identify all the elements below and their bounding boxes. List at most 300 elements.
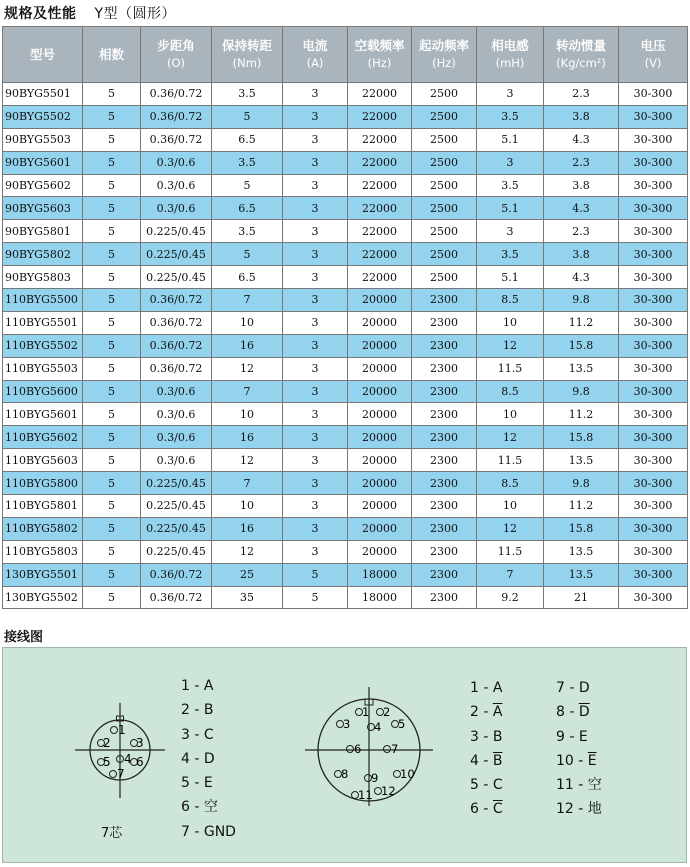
table-cell: 20000 bbox=[348, 449, 412, 472]
table-row bbox=[3, 151, 688, 174]
table-cell: 90BYG5801 bbox=[3, 220, 83, 243]
table-cell: 35 bbox=[212, 586, 283, 609]
table-cell: 12 bbox=[212, 540, 283, 563]
table-cell: 3 bbox=[283, 105, 348, 128]
table-cell: 10 bbox=[212, 403, 283, 426]
table-cell: 0.3/0.6 bbox=[141, 449, 212, 472]
table-cell: 110BYG5500 bbox=[3, 289, 83, 312]
table-cell: 0.225/0.45 bbox=[141, 220, 212, 243]
table-cell: 22000 bbox=[348, 243, 412, 266]
table-cell: 2300 bbox=[412, 495, 477, 518]
table-cell: 3 bbox=[283, 449, 348, 472]
column-header bbox=[212, 27, 283, 83]
table-cell: 30-300 bbox=[619, 83, 688, 106]
pin-legend-signal: $\overline{A}$ bbox=[492, 704, 503, 721]
pin-legend-item: 3 - C bbox=[181, 726, 214, 743]
table-cell: 2300 bbox=[412, 426, 477, 449]
table-cell: 3 bbox=[283, 472, 348, 495]
spec-table bbox=[2, 26, 688, 609]
table-cell: 30-300 bbox=[619, 311, 688, 334]
table-cell: 5.1 bbox=[477, 266, 544, 289]
pin-legend-item bbox=[470, 773, 503, 797]
table-cell: 30-300 bbox=[619, 151, 688, 174]
table-cell: 30-300 bbox=[619, 426, 688, 449]
table-cell: 2500 bbox=[412, 105, 477, 128]
table-cell: 9.8 bbox=[544, 472, 619, 495]
table-cell: 2.3 bbox=[544, 83, 619, 106]
table-cell: 110BYG5603 bbox=[3, 449, 83, 472]
table-cell: 130BYG5501 bbox=[3, 563, 83, 586]
table-cell: 16 bbox=[212, 517, 283, 540]
table-cell: 5 bbox=[212, 105, 283, 128]
table-header-row bbox=[3, 27, 688, 83]
table-row bbox=[3, 472, 688, 495]
table-row bbox=[3, 495, 688, 518]
table-cell: 2500 bbox=[412, 266, 477, 289]
pin-number: 8 bbox=[341, 767, 349, 781]
table-cell: 3.8 bbox=[544, 174, 619, 197]
table-cell: 110BYG5801 bbox=[3, 495, 83, 518]
connector-12pin-legend-left bbox=[470, 676, 503, 822]
table-cell: 110BYG5800 bbox=[3, 472, 83, 495]
table-cell: 12 bbox=[477, 334, 544, 357]
table-cell: 20000 bbox=[348, 357, 412, 380]
table-cell: 110BYG5602 bbox=[3, 426, 83, 449]
table-cell: 3 bbox=[283, 311, 348, 334]
table-cell: 16 bbox=[212, 334, 283, 357]
pin-number: 10 bbox=[400, 767, 415, 781]
table-cell: 3 bbox=[283, 220, 348, 243]
table-cell: 30-300 bbox=[619, 105, 688, 128]
table-cell: 0.3/0.6 bbox=[141, 403, 212, 426]
table-cell: 3.5 bbox=[212, 220, 283, 243]
pin-legend-signal: B bbox=[492, 728, 503, 745]
table-row bbox=[3, 449, 688, 472]
table-cell: 2300 bbox=[412, 380, 477, 403]
table-cell: 30-300 bbox=[619, 220, 688, 243]
table-cell: 30-300 bbox=[619, 472, 688, 495]
table-cell: 0.3/0.6 bbox=[141, 380, 212, 403]
pin-number: 7 bbox=[117, 767, 125, 781]
column-header bbox=[283, 27, 348, 83]
pin-legend-item bbox=[470, 797, 503, 821]
table-cell: 11.5 bbox=[477, 540, 544, 563]
table-cell: 2300 bbox=[412, 540, 477, 563]
pin-number: 6 bbox=[136, 755, 144, 769]
pin-legend-item bbox=[470, 676, 503, 700]
pin-legend-item bbox=[556, 700, 602, 724]
table-cell: 90BYG5603 bbox=[3, 197, 83, 220]
pin-number: 4 bbox=[374, 720, 382, 734]
table-cell: 20000 bbox=[348, 403, 412, 426]
table-cell: 30-300 bbox=[619, 495, 688, 518]
pin-legend-signal: $\overline{B}$ bbox=[492, 752, 503, 769]
connector-12pin bbox=[305, 687, 433, 806]
column-header-unit: (Hz) bbox=[367, 56, 392, 70]
table-row bbox=[3, 540, 688, 563]
column-header-name: 起动频率 bbox=[418, 38, 469, 53]
table-cell: 3 bbox=[283, 334, 348, 357]
table-cell: 3 bbox=[283, 403, 348, 426]
pin-number: 3 bbox=[136, 736, 144, 750]
table-cell: 3.8 bbox=[544, 105, 619, 128]
table-cell: 3 bbox=[283, 289, 348, 312]
table-cell: 30-300 bbox=[619, 197, 688, 220]
table-cell: 15.8 bbox=[544, 517, 619, 540]
table-cell: 0.36/0.72 bbox=[141, 311, 212, 334]
table-row bbox=[3, 517, 688, 540]
column-header-name: 保持转距 bbox=[221, 38, 272, 53]
table-cell: 7 bbox=[212, 289, 283, 312]
table-cell: 10 bbox=[212, 311, 283, 334]
table-cell: 22000 bbox=[348, 197, 412, 220]
table-cell: 2500 bbox=[412, 128, 477, 151]
table-cell: 0.225/0.45 bbox=[141, 266, 212, 289]
column-header-unit: (Kg/cm²) bbox=[556, 56, 606, 70]
table-cell: 10 bbox=[477, 495, 544, 518]
table-cell: 5 bbox=[83, 289, 141, 312]
table-cell: 12 bbox=[477, 426, 544, 449]
table-cell: 2300 bbox=[412, 517, 477, 540]
table-cell: 5 bbox=[83, 128, 141, 151]
wiring-panel bbox=[2, 647, 687, 863]
table-cell: 0.36/0.72 bbox=[141, 357, 212, 380]
pin-hole bbox=[111, 727, 118, 734]
table-cell: 20000 bbox=[348, 311, 412, 334]
table-cell: 20000 bbox=[348, 472, 412, 495]
column-header-name: 空载频率 bbox=[354, 38, 405, 53]
column-header-name: 相电感 bbox=[491, 38, 529, 53]
pin-legend-item bbox=[556, 773, 602, 797]
table-cell: 4.3 bbox=[544, 128, 619, 151]
table-cell: 5 bbox=[83, 517, 141, 540]
table-cell: 2300 bbox=[412, 334, 477, 357]
table-cell: 15.8 bbox=[544, 426, 619, 449]
table-cell: 5 bbox=[83, 311, 141, 334]
pin-legend-signal: C bbox=[492, 777, 503, 794]
table-body bbox=[3, 83, 688, 609]
table-cell: 2500 bbox=[412, 197, 477, 220]
table-cell: 4.3 bbox=[544, 197, 619, 220]
table-cell: 7 bbox=[477, 563, 544, 586]
pin-number: 2 bbox=[383, 705, 391, 719]
table-row bbox=[3, 563, 688, 586]
table-cell: 5 bbox=[283, 563, 348, 586]
table-cell: 11.5 bbox=[477, 449, 544, 472]
pin-legend-number: 3 - bbox=[470, 728, 493, 745]
table-cell: 0.36/0.72 bbox=[141, 334, 212, 357]
table-cell: 5 bbox=[83, 357, 141, 380]
table-cell: 5 bbox=[83, 380, 141, 403]
table-cell: 5 bbox=[83, 220, 141, 243]
table-cell: 90BYG5802 bbox=[3, 243, 83, 266]
table-cell: 20000 bbox=[348, 426, 412, 449]
pin-legend-signal: 空 bbox=[587, 777, 602, 794]
table-row bbox=[3, 289, 688, 312]
pin-legend-number: 5 - bbox=[470, 777, 493, 794]
table-cell: 2300 bbox=[412, 403, 477, 426]
table-cell: 20000 bbox=[348, 495, 412, 518]
page-title bbox=[4, 3, 176, 23]
table-cell: 5 bbox=[283, 586, 348, 609]
table-cell: 22000 bbox=[348, 266, 412, 289]
table-row bbox=[3, 105, 688, 128]
table-cell: 11.5 bbox=[477, 357, 544, 380]
column-header bbox=[141, 27, 212, 83]
pin-number: 4 bbox=[124, 752, 132, 766]
table-cell: 5 bbox=[83, 266, 141, 289]
pin-legend-signal: D bbox=[578, 680, 590, 696]
table-row bbox=[3, 334, 688, 357]
table-cell: 0.36/0.72 bbox=[141, 83, 212, 106]
pin-legend-item bbox=[556, 749, 602, 773]
column-header-unit: (mH) bbox=[495, 56, 525, 70]
pin-hole bbox=[347, 746, 354, 753]
table-cell: 15.8 bbox=[544, 334, 619, 357]
table-cell: 30-300 bbox=[619, 563, 688, 586]
table-cell: 30-300 bbox=[619, 380, 688, 403]
table-cell: 30-300 bbox=[619, 266, 688, 289]
column-header bbox=[544, 27, 619, 83]
table-cell: 6.5 bbox=[212, 266, 283, 289]
table-cell: 2500 bbox=[412, 83, 477, 106]
table-cell: 5 bbox=[83, 151, 141, 174]
pin-number: 3 bbox=[343, 717, 351, 731]
table-cell: 5 bbox=[83, 243, 141, 266]
table-cell: 110BYG5501 bbox=[3, 311, 83, 334]
pin-number: 9 bbox=[371, 771, 379, 785]
pin-legend-signal: $\overline{D}$ bbox=[578, 704, 590, 721]
table-cell: 25 bbox=[212, 563, 283, 586]
table-cell: 3 bbox=[283, 197, 348, 220]
pin-number: 2 bbox=[103, 736, 111, 750]
connector-12pin-legend-right bbox=[556, 676, 602, 822]
table-cell: 4.3 bbox=[544, 266, 619, 289]
table-cell: 2500 bbox=[412, 243, 477, 266]
column-header-name: 步距角 bbox=[157, 38, 195, 53]
table-cell: 2.3 bbox=[544, 151, 619, 174]
pin-legend-number: 4 - bbox=[470, 752, 493, 769]
table-cell: 3 bbox=[283, 426, 348, 449]
table-cell: 3 bbox=[283, 83, 348, 106]
table-cell: 13.5 bbox=[544, 540, 619, 563]
table-row bbox=[3, 426, 688, 449]
table-cell: 3.5 bbox=[477, 174, 544, 197]
column-header-unit: (O) bbox=[166, 56, 186, 70]
table-cell: 3 bbox=[283, 243, 348, 266]
table-cell: 2300 bbox=[412, 563, 477, 586]
pin-legend-item: 7 - GND bbox=[181, 823, 236, 840]
table-cell: 0.3/0.6 bbox=[141, 151, 212, 174]
table-row bbox=[3, 83, 688, 106]
pin-legend-number: 2 - bbox=[470, 704, 493, 721]
table-cell: 10 bbox=[477, 311, 544, 334]
table-cell: 13.5 bbox=[544, 563, 619, 586]
table-cell: 2300 bbox=[412, 357, 477, 380]
table-cell: 5 bbox=[83, 174, 141, 197]
pin-number: 5 bbox=[103, 755, 111, 769]
pin-number: 7 bbox=[391, 742, 399, 756]
table-cell: 20000 bbox=[348, 289, 412, 312]
table-cell: 5 bbox=[83, 105, 141, 128]
table-cell: 22000 bbox=[348, 174, 412, 197]
column-header bbox=[619, 27, 688, 83]
title-sub: Y型（圆形） bbox=[94, 6, 177, 22]
table-cell: 0.225/0.45 bbox=[141, 540, 212, 563]
pin-legend-item bbox=[556, 676, 602, 700]
column-header bbox=[348, 27, 412, 83]
column-header-name: 电流 bbox=[302, 38, 328, 53]
table-row bbox=[3, 197, 688, 220]
pin-legend-item: 6 - 空 bbox=[181, 799, 218, 816]
table-cell: 2.3 bbox=[544, 220, 619, 243]
table-cell: 9.2 bbox=[477, 586, 544, 609]
table-cell: 110BYG5601 bbox=[3, 403, 83, 426]
column-header bbox=[83, 27, 141, 83]
table-cell: 6.5 bbox=[212, 197, 283, 220]
table-cell: 30-300 bbox=[619, 586, 688, 609]
pin-legend-number: 9 - bbox=[556, 728, 579, 745]
pin-hole bbox=[384, 746, 391, 753]
table-cell: 3 bbox=[283, 517, 348, 540]
table-cell: 7 bbox=[212, 472, 283, 495]
table-cell: 2500 bbox=[412, 174, 477, 197]
pin-legend-item: 2 - B bbox=[181, 702, 214, 719]
table-cell: 5.1 bbox=[477, 128, 544, 151]
table-cell: 5 bbox=[83, 540, 141, 563]
table-cell: 22000 bbox=[348, 220, 412, 243]
pin-legend-item bbox=[470, 725, 503, 749]
table-cell: 3 bbox=[283, 380, 348, 403]
table-cell: 5.1 bbox=[477, 197, 544, 220]
table-cell: 5 bbox=[83, 472, 141, 495]
table-cell: 2300 bbox=[412, 289, 477, 312]
table-cell: 12 bbox=[212, 449, 283, 472]
pin-legend-item: 1 - A bbox=[181, 678, 214, 694]
table-cell: 90BYG5602 bbox=[3, 174, 83, 197]
table-cell: 0.36/0.72 bbox=[141, 586, 212, 609]
table-cell: 3 bbox=[283, 174, 348, 197]
table-cell: 30-300 bbox=[619, 128, 688, 151]
column-header bbox=[412, 27, 477, 83]
table-cell: 30-300 bbox=[619, 449, 688, 472]
table-cell: 90BYG5601 bbox=[3, 151, 83, 174]
table-cell: 3 bbox=[283, 266, 348, 289]
table-cell: 5 bbox=[83, 83, 141, 106]
table-cell: 2500 bbox=[412, 220, 477, 243]
table-cell: 3 bbox=[283, 495, 348, 518]
pin-hole bbox=[110, 771, 117, 778]
pin-legend-signal: $\overline{C}$ bbox=[492, 801, 503, 818]
table-cell: 3 bbox=[477, 151, 544, 174]
table-cell: 3 bbox=[477, 220, 544, 243]
table-cell: 0.3/0.6 bbox=[141, 426, 212, 449]
pin-legend-number: 11 - bbox=[556, 777, 588, 794]
pin-legend-signal: E bbox=[578, 728, 588, 745]
column-header-unit: (Nm) bbox=[232, 56, 262, 70]
table-cell: 2500 bbox=[412, 151, 477, 174]
table-cell: 20000 bbox=[348, 540, 412, 563]
table-cell: 90BYG5501 bbox=[3, 83, 83, 106]
pin-legend-signal: 地 bbox=[587, 801, 602, 818]
pin-number: 1 bbox=[362, 705, 370, 719]
table-cell: 0.36/0.72 bbox=[141, 289, 212, 312]
pin-legend-number: 12 - bbox=[556, 801, 588, 818]
table-cell: 30-300 bbox=[619, 289, 688, 312]
pin-legend-item bbox=[470, 700, 503, 724]
pin-number: 5 bbox=[398, 717, 406, 731]
table-cell: 0.36/0.72 bbox=[141, 128, 212, 151]
table-cell: 30-300 bbox=[619, 517, 688, 540]
table-cell: 11.2 bbox=[544, 311, 619, 334]
pin-legend-item: 4 - D bbox=[181, 750, 215, 767]
wiring-title: 接线图 bbox=[4, 630, 44, 645]
table-row bbox=[3, 220, 688, 243]
table-cell: 22000 bbox=[348, 151, 412, 174]
table-cell: 8.5 bbox=[477, 472, 544, 495]
table-cell: 30-300 bbox=[619, 403, 688, 426]
table-cell: 10 bbox=[212, 495, 283, 518]
pin-legend-number: 1 - bbox=[470, 680, 493, 696]
pin-legend-item: 5 - E bbox=[181, 775, 213, 792]
table-cell: 9.8 bbox=[544, 380, 619, 403]
table-cell: 3.5 bbox=[212, 151, 283, 174]
table-cell: 18000 bbox=[348, 586, 412, 609]
table-cell: 0.36/0.72 bbox=[141, 105, 212, 128]
table-cell: 3 bbox=[477, 83, 544, 106]
table-cell: 0.36/0.72 bbox=[141, 563, 212, 586]
table-cell: 11.2 bbox=[544, 403, 619, 426]
table-cell: 5 bbox=[83, 197, 141, 220]
table-cell: 3 bbox=[283, 540, 348, 563]
column-header bbox=[477, 27, 544, 83]
table-cell: 5 bbox=[83, 403, 141, 426]
table-cell: 2300 bbox=[412, 586, 477, 609]
table-cell: 30-300 bbox=[619, 174, 688, 197]
table-cell: 16 bbox=[212, 426, 283, 449]
table-row bbox=[3, 128, 688, 151]
table-cell: 8.5 bbox=[477, 289, 544, 312]
pin-legend-number: 6 - bbox=[470, 801, 493, 818]
pin-legend-item bbox=[556, 725, 602, 749]
pin-number: 12 bbox=[381, 784, 396, 798]
title-main: 规格及性能 bbox=[4, 6, 77, 22]
table-cell: 3.5 bbox=[212, 83, 283, 106]
table-cell: 5 bbox=[83, 495, 141, 518]
table-cell: 20000 bbox=[348, 380, 412, 403]
table-cell: 110BYG5502 bbox=[3, 334, 83, 357]
pin-legend-number: 7 - bbox=[556, 680, 579, 696]
table-row bbox=[3, 243, 688, 266]
table-cell: 30-300 bbox=[619, 357, 688, 380]
pin-number: 11 bbox=[358, 788, 373, 802]
table-cell: 30-300 bbox=[619, 540, 688, 563]
column-header-unit: (Hz) bbox=[432, 56, 456, 70]
table-cell: 11.2 bbox=[544, 495, 619, 518]
table-cell: 13.5 bbox=[544, 357, 619, 380]
table-cell: 5 bbox=[83, 334, 141, 357]
table-cell: 0.225/0.45 bbox=[141, 243, 212, 266]
table-cell: 5 bbox=[212, 243, 283, 266]
table-row bbox=[3, 586, 688, 609]
table-cell: 12 bbox=[212, 357, 283, 380]
table-cell: 3.5 bbox=[477, 105, 544, 128]
table-cell: 18000 bbox=[348, 563, 412, 586]
column-header-name: 相数 bbox=[98, 47, 124, 62]
table-cell: 5 bbox=[83, 563, 141, 586]
table-cell: 22000 bbox=[348, 105, 412, 128]
pin-number: 6 bbox=[354, 742, 362, 756]
